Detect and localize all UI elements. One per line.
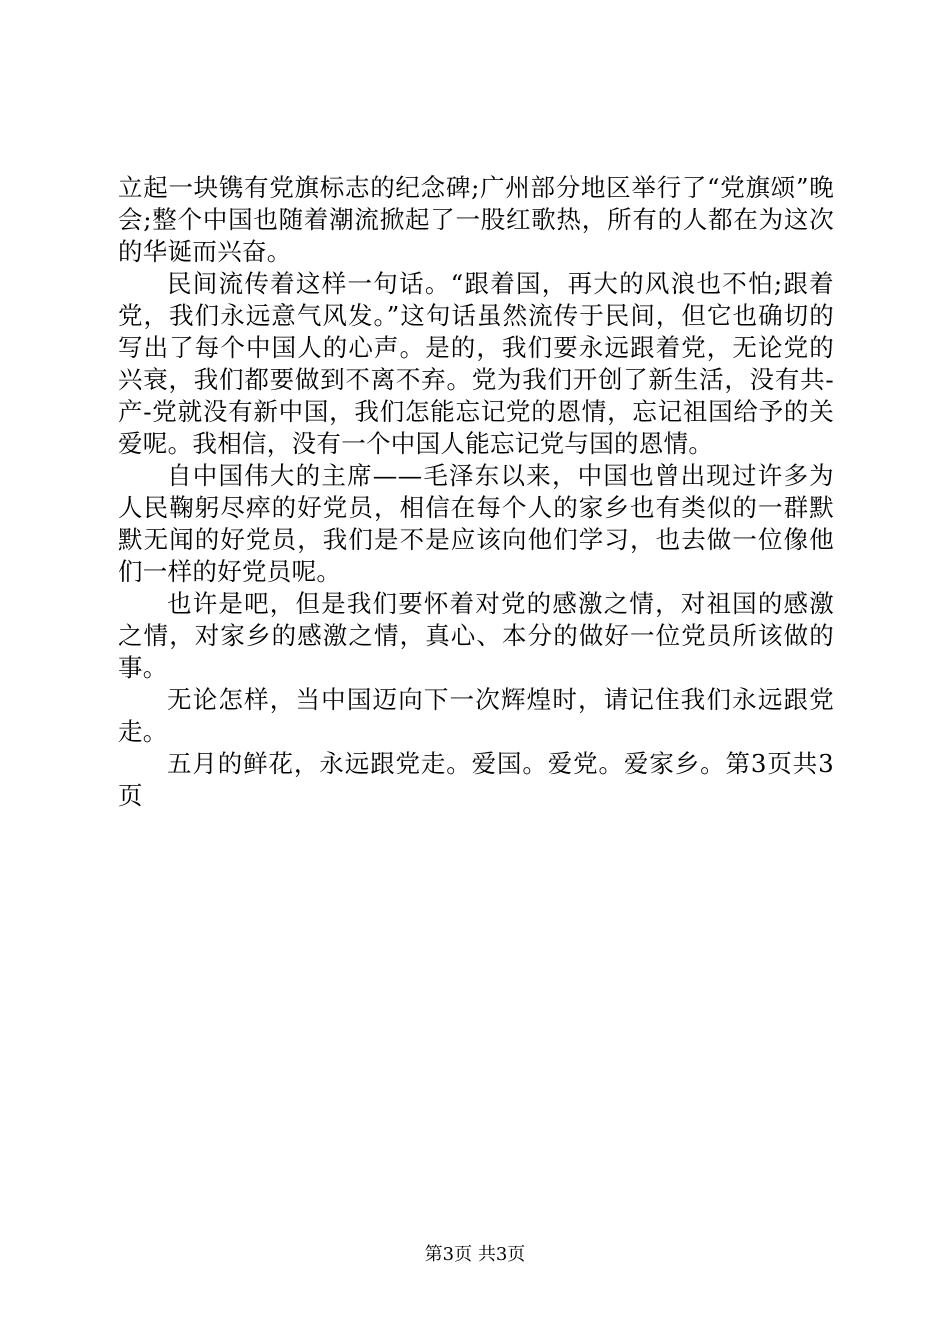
paragraph-4: 也许是吧，但是我们要怀着对党的感激之情，对祖国的感激之情，对家乡的感激之情，真心、本分的做好一位党员所该做的事。 [118,589,834,682]
paragraph-6: 五月的鲜花，永远跟党走。爱国。爱党。爱家乡。第3页共3页 [118,749,834,810]
document-body [118,172,834,812]
paragraph-3: 自中国伟大的主席——毛泽东以来，中国也曾出现过许多为人民鞠躬尽瘁的好党员，相信在每个人的家乡也有类似的一群默默无闻的好党员，我们是不是应该向他们学习，也去做一位像他们一样的好党员呢。 [118,461,834,586]
paragraph-2: 民间流传着这样一句话。“跟着国，再大的风浪也不怕;跟着党，我们永远意气风发。”这句话虽然流传于民间，但它也确切的写出了每个中国人的心声。是的，我们要永远跟着党，无论党的兴衰，我们都要做到不离不弃。党为我们开创了新生活，没有共-产-党就没有新中国，我们怎能忘记党的恩情，忘记祖国给予的关爱呢。我相信，没有一个中国人能忘记党与国的恩情。 [118,269,834,458]
paragraph-5: 无论怎样，当中国迈向下一次辉煌时，请记住我们永远跟党走。 [118,685,834,746]
page-footer: 第3页 共3页 [424,1244,526,1265]
paragraph-1: 立起一块镌有党旗标志的纪念碑;广州部分地区举行了“党旗颂”晚会;整个中国也随着潮流掀起了一股红歌热，所有的人都在为这次的华诞而兴奋。 [118,173,834,266]
